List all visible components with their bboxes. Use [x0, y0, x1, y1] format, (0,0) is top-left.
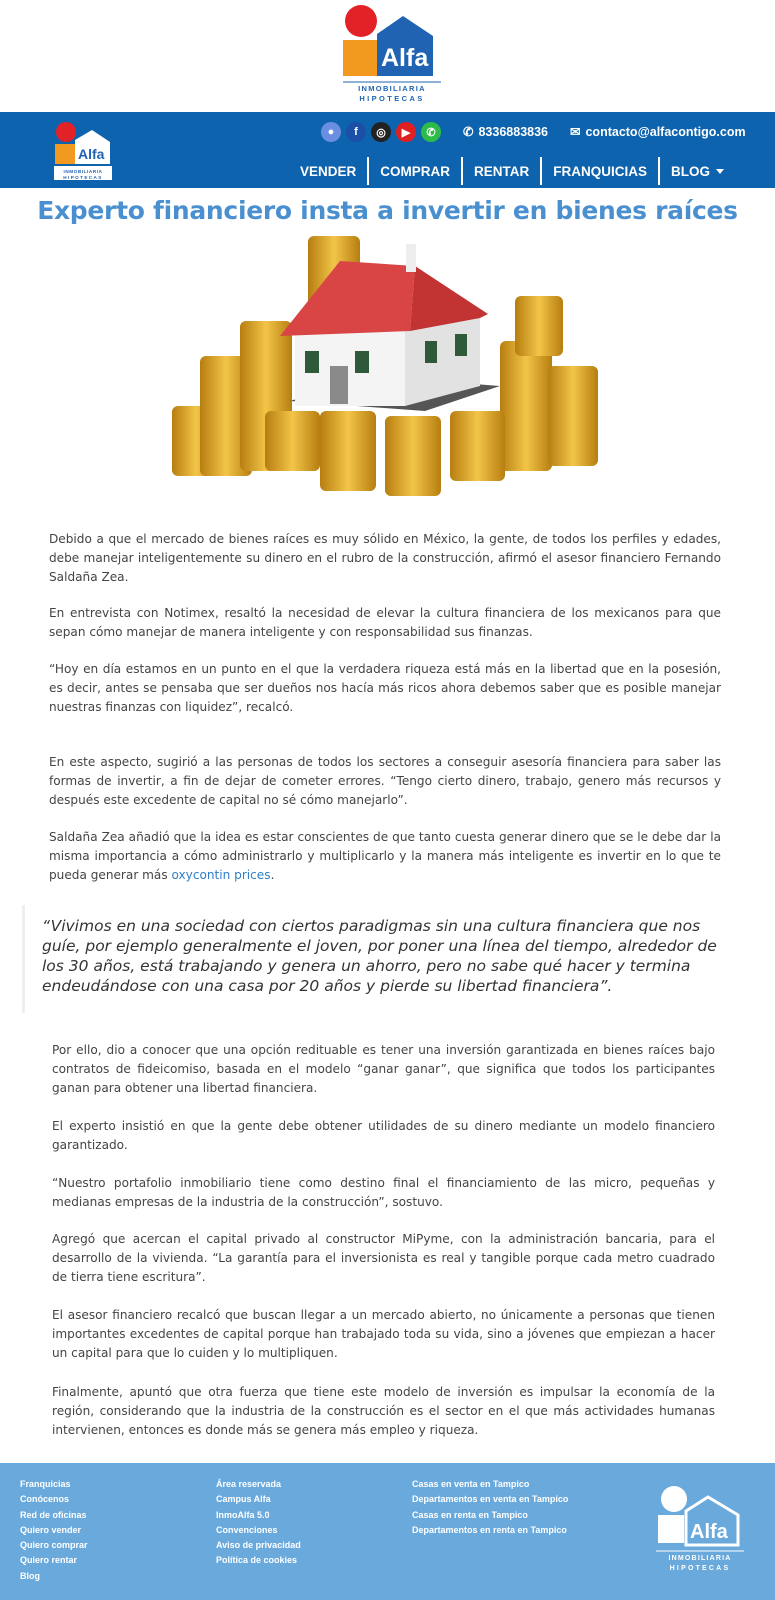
article-paragraph-2: En entrevista con Notimex, resaltó la necesidad de elevar la cultura financiera de los mexicanos para que sepan cómo manejar de manera inteligente y con responsabilidad sus finanzas. [49, 606, 721, 639]
footer-link-campus-alfa[interactable]: Campus Alfa [216, 1494, 271, 1505]
footer-link-aviso-privacidad[interactable]: Aviso de privacidad [216, 1540, 301, 1551]
footer-logo-word: Alfa [690, 1521, 728, 1543]
article-paragraph-5 [49, 828, 721, 885]
footer-link-casas-renta[interactable]: Casas en renta en Tampico [412, 1509, 528, 1520]
map-marker-icon[interactable]: ● [321, 122, 341, 142]
article-paragraph-4: En este aspecto, sugirió a las personas de todos los sectores a conseguir asesoría financiera para saber las formas de invertir, a fin de dejar de cometer errores. “Tengo cierto dinero, trabajo, genero más recursos y después este excedente de capital no sé cómo manejarlo”. [49, 755, 721, 807]
main-navbar [0, 112, 775, 188]
footer-link-deptos-venta[interactable]: Departamentos en venta en Tampico [412, 1494, 569, 1505]
footer-column-3 [412, 1477, 568, 1538]
logo-line1: INMOBILIARIA [358, 84, 426, 93]
menu-vender[interactable]: VENDER [299, 163, 357, 179]
logo-line2: HIPOTECAS [359, 94, 425, 103]
article-paragraph-1: Debido a que el mercado de bienes raíces es muy sólido en México, la gente, de todos los perfiles y edades, debe manejar inteligentemente su dinero en el rubro de la construcción, afirmó el asesor financiero Fernando Saldaña Zea. [49, 532, 721, 584]
email-link[interactable] [570, 124, 746, 139]
article-paragraph-6: Por ello, dio a conocer que una opción redituable es tener una inversión garantizada en bienes raíces bajo contratos de fideicomiso, basada en el modelo “ganar ganar”, que significa que todos los participantes ganan para obtener una libertad financiera. [52, 1043, 715, 1095]
logo-word: Alfa [381, 44, 429, 72]
instagram-icon[interactable]: ◎ [371, 122, 391, 142]
footer-link-inmoalfa[interactable]: InmoAlfa 5.0 [216, 1509, 270, 1520]
footer-link-area-reservada[interactable]: Área reservada [216, 1479, 282, 1489]
footer-link-politica-cookies[interactable]: Política de cookies [216, 1555, 298, 1566]
footer-link-conocenos[interactable]: Conócenos [20, 1494, 70, 1505]
youtube-icon[interactable]: ▶ [396, 122, 416, 142]
phone-icon: ✆ [463, 125, 474, 139]
footer-link-franquicias[interactable]: Franquicias [20, 1479, 71, 1489]
top-brand-area [0, 0, 775, 112]
footer-column-1 [20, 1477, 88, 1584]
phone-number: 8336883836 [478, 124, 549, 139]
envelope-icon: ✉ [570, 125, 581, 139]
article-paragraph-3: “Hoy en día estamos en un punto en el que la verdadera riqueza está más en la libertad que en la posesión, es decir, antes se pensaba que ser dueños nos hacía más ricos ahora debemos saber que es posible manejar nuestras finanzas con liquidez”, recalcó. [49, 662, 721, 714]
site-footer [0, 1463, 775, 1600]
menu-blog[interactable] [658, 157, 735, 185]
footer-logo-line2: HIPOTECAS [669, 1565, 731, 1572]
article-blockquote: “Vivimos en una sociedad con ciertos paradigmas sin una cultura financiera que nos guíe, por ejemplo generalmente el joven, por poner una línea del tiempo, alrededor de los 30 años, está trabajando y genera un ahorro, pero no sabe qué hacer y termina endeudándose con una casa por 20 años y pierde su libertad financiera”. [42, 917, 717, 995]
footer-link-casas-venta[interactable]: Casas en venta en Tampico [412, 1479, 530, 1489]
menu-rentar[interactable]: RENTAR [461, 157, 540, 185]
footer-link-quiero-vender[interactable]: Quiero vender [20, 1524, 82, 1535]
article-paragraph-8: “Nuestro portafolio inmobiliario tiene como destino final el financiamiento de las micro, pequeñas y medianas empresas de la industria de la construcción”, sostuvo. [52, 1176, 715, 1209]
hero-image-house-coins [170, 236, 605, 501]
alfa-logo[interactable] [341, 4, 445, 106]
article-paragraph-5-text: Saldaña Zea añadió que la idea es estar conscientes de que tanto cuesta generar dinero que se le debe dar la misma importancia a cómo administrarlo y multiplicarlo y la manera más inteligente es invertir en lo que te pueda generar más [49, 830, 721, 882]
menu-blog-label: BLOG [671, 163, 710, 179]
email-address: contacto@alfacontigo.com [585, 124, 746, 139]
article-paragraph-7: El experto insistió en que la gente debe obtener utilidades de su dinero mediante un modelo financiero garantizado. [52, 1119, 715, 1152]
footer-link-blog[interactable]: Blog [20, 1570, 40, 1581]
article-paragraph-9: Agregó que acercan el capital privado al constructor MiPyme, con la administración bancaria, para el desarrollo de la vivienda. “La garantía para el inversionista es real y tangible porque cada metro cuadrado de tierra tiene escritura”. [52, 1232, 715, 1284]
article-paragraph-11: Finalmente, apuntó que otra fuerza que tiene este modelo de inversión es impulsar la economía de la región, considerando que la industria de la construcción es el sector en el que más actividades humanas intervienen, entonces es donde más se genera más empleo y riqueza. [52, 1385, 715, 1437]
blockquote-bar [22, 905, 25, 1013]
menu-comprar[interactable]: COMPRAR [367, 157, 461, 185]
footer-link-quiero-comprar[interactable]: Quiero comprar [20, 1540, 88, 1551]
navbar-logo[interactable] [52, 118, 116, 182]
footer-link-quiero-rentar[interactable]: Quiero rentar [20, 1555, 78, 1566]
navbar-logo-line1: INMOBILIARIA [63, 169, 103, 174]
footer-link-red-de-oficinas[interactable]: Red de oficinas [20, 1509, 87, 1520]
page-title: Experto financiero insta a invertir en bienes raíces [37, 196, 738, 225]
footer-logo-line1: INMOBILIARIA [668, 1555, 732, 1562]
navbar-logo-line2: HIPOTECAS [63, 175, 103, 180]
phone-link[interactable] [463, 124, 548, 139]
footer-link-convenciones[interactable]: Convenciones [216, 1524, 278, 1535]
navbar-logo-word: Alfa [78, 146, 105, 162]
facebook-icon[interactable]: f [346, 122, 366, 142]
menu-franquicias[interactable]: FRANQUICIAS [540, 157, 658, 185]
article-paragraph-10: El asesor financiero recalcó que buscan llegar a un mercado abierto, no únicamente a personas que tienen importantes excedentes de capital porque han trabajado toda su vida, sino a jóvenes que empiezan a hacer un capital para que lo cuiden y lo multipliquen. [52, 1308, 715, 1360]
footer-link-deptos-renta[interactable]: Departamentos en renta en Tampico [412, 1524, 567, 1535]
oxycontin-prices-link[interactable]: oxycontin prices [171, 868, 271, 882]
footer-column-2 [216, 1477, 301, 1569]
article-paragraph-5-end: . [270, 868, 275, 882]
chevron-down-icon [716, 169, 724, 174]
social-links [321, 122, 441, 142]
whatsapp-icon[interactable]: ✆ [421, 122, 441, 142]
footer-logo[interactable] [652, 1483, 748, 1579]
main-menu [289, 157, 735, 185]
